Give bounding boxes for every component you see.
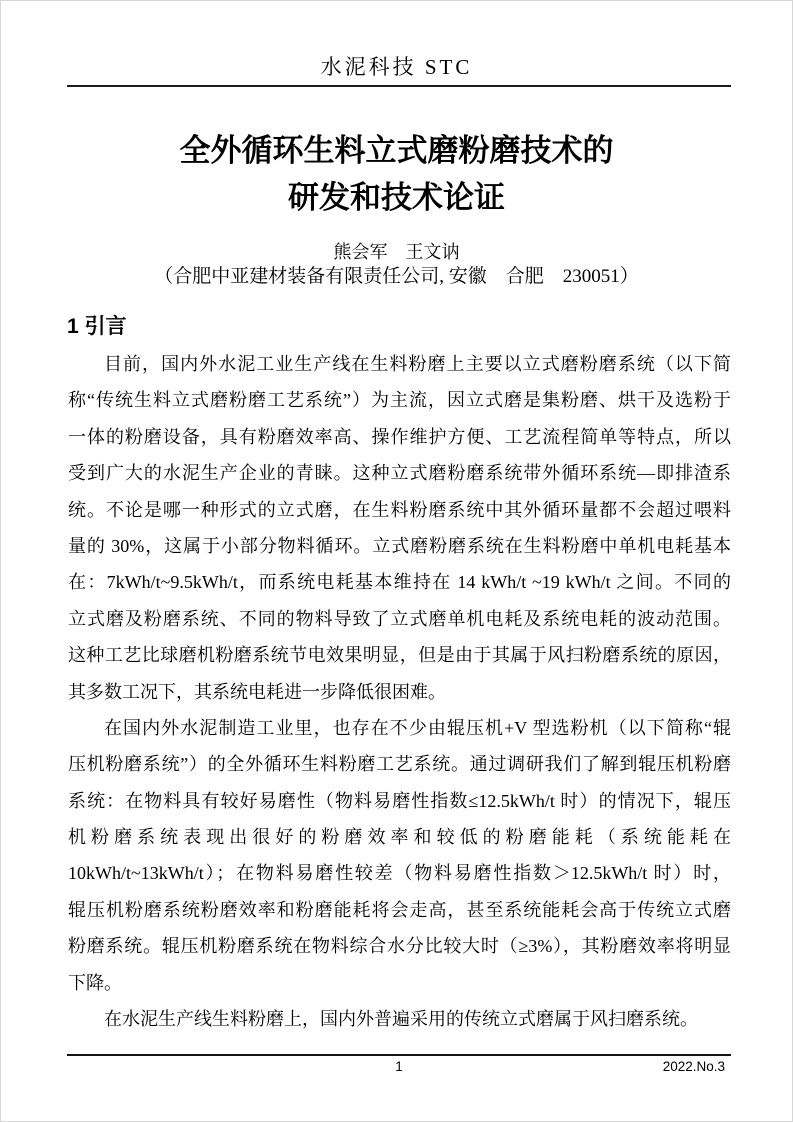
header-divider-line <box>67 85 731 87</box>
paragraph-line: 下降。 <box>68 972 122 993</box>
paragraph-line: 机粉磨系统表现出很好的粉磨效率和较低的粉磨能耗（系统能耗在 <box>68 827 731 848</box>
section-heading-introduction: 1 引言 <box>67 315 127 338</box>
issue-label: 2022.No.3 <box>662 1059 725 1074</box>
paragraph-line: 粉磨系统。辊压机粉磨系统在物料综合水分比较大时（≥3%），其粉磨效率将明显 <box>68 936 731 957</box>
article-body <box>68 346 731 1037</box>
paragraph-line: 量的 30%，这属于小部分物料循环。立式磨粉磨系统在生料粉磨中单机电耗基本 <box>68 535 731 556</box>
affiliation: （合肥中亚建材装备有限责任公司, 安徽 合肥 230051） <box>154 266 639 287</box>
paragraph-line: 统。不论是哪一种形式的立式磨，在生料粉磨系统中其外循环量都不会超过喂料 <box>68 499 731 520</box>
paragraph-line: 受到广大的水泥生产企业的青睐。这种立式磨粉磨系统带外循环系统—即排渣系 <box>68 463 731 484</box>
article-title-line2: 研发和技术论证 <box>288 180 505 215</box>
authors: 熊会军 王文讷 <box>333 242 460 262</box>
paragraph-line: 称“传统生料立式磨粉磨工艺系统”）为主流，因立式磨是集粉磨、烘干及选粉于 <box>68 390 731 411</box>
paragraph-line: 在国内外水泥制造工业里，也存在不少由辊压机+V 型选粉机（以下简称“辊 <box>104 717 731 738</box>
paragraph-line: 在：7kWh/t~9.5kWh/t，而系统电耗基本维持在 14 kWh/t ~19 kWh/t 之间。不同的 <box>68 572 731 593</box>
paragraph-line: 这种工艺比球磨机粉磨系统节电效果明显，但是由于其属于风扫粉磨系统的原因， <box>68 645 731 666</box>
paragraph-line: 其多数工况下，其系统电耗进一步降低很困难。 <box>68 681 446 702</box>
page-footer <box>67 1059 731 1074</box>
paragraph-line: 在水泥生产线生料粉磨上，国内外普遍采用的传统立式磨属于风扫磨系统。 <box>104 1009 698 1030</box>
journal-header: 水泥科技 STC <box>320 55 473 79</box>
paragraph-line: 辊压机粉磨系统粉磨效率和粉磨能耗将会走高，甚至系统能耗会高于传统立式磨 <box>68 899 731 920</box>
paragraph-line: 一体的粉磨设备，具有粉磨效率高、操作维护方便、工艺流程简单等特点，所以 <box>68 426 731 447</box>
article-title-line1: 全外循环生料立式磨粉磨技术的 <box>179 133 614 168</box>
paragraph-line: 10kWh/t~13kWh/t）；在物料易磨性较差（物料易磨性指数＞12.5kWh/t 时）时， <box>68 863 731 884</box>
footer-divider-line <box>67 1054 731 1056</box>
paragraph-line: 立式磨及粉磨系统、不同的物料导致了立式磨单机电耗及系统电耗的波动范围。 <box>68 608 731 629</box>
article-title <box>1 127 792 221</box>
paragraph-line: 目前，国内外水泥工业生产线在生料粉磨上主要以立式磨粉磨系统（以下简 <box>104 354 731 374</box>
paragraph-line: 压机粉磨系统”）的全外循环生料粉磨工艺系统。通过调研我们了解到辊压机粉磨 <box>68 754 731 775</box>
page-number: 1 <box>395 1059 403 1074</box>
paragraph-line: 系统：在物料具有较好易磨性（物料易磨性指数≤12.5kWh/t 时）的情况下，辊压 <box>68 790 731 811</box>
